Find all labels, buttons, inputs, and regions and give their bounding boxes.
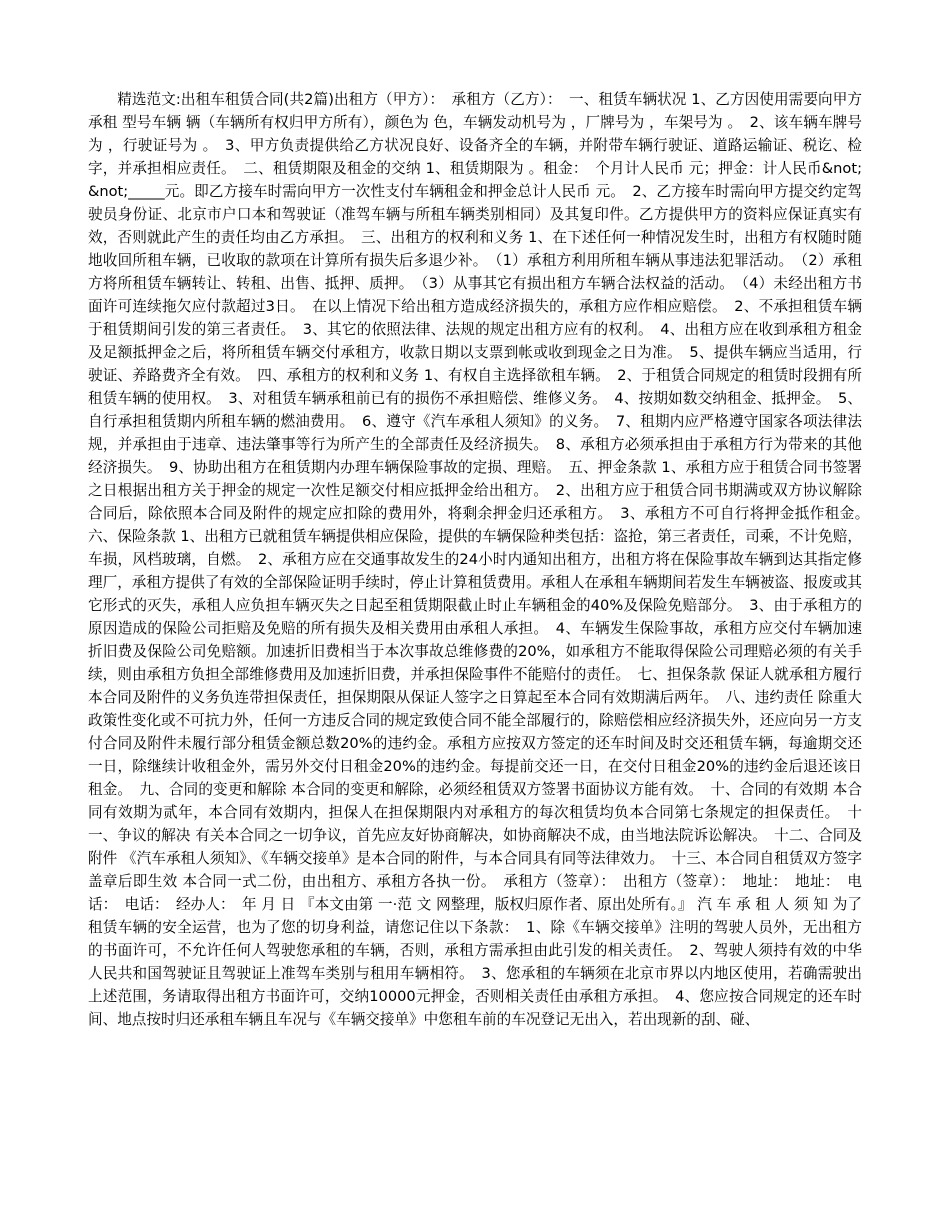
document-body-text: 精选范文:出租车租赁合同(共2篇)出租方（甲方）： 承租方（乙方）： 一、租赁车辆状况 1、乙方因使用需要向甲方承租 型号车辆 辆（车辆所有权归甲方所有），颜色为 色，车辆发动机号为 ，厂牌号为 ，车架号为 。 2、该车辆车牌号为 ，行驶证号为 。 3、甲方负责提供给乙方状况良好、设备齐全的车辆，并附带车辆行驶证、道路运输证、税讫、检字，并承担相应责任。 二、租赁期限及租金的交纳 1、租赁期限为 。租金： 个月计人民币 元；押金：计人民币&not;&not;_____元。即乙方接车时需向甲方一次性支付车辆租金和押金总计人民币 元。 2、乙方接车时需向甲方提交约定驾驶员身份证、北京市户口本和驾驶证（准驾车辆与所租车辆类别相同）及其复印件。乙方提供甲方的资料应保证真实有效，否则就此产生的责任均由乙方承担。 三、出租方的权利和义务 1、在下述任何一种情况发生时，出租方有权随时随地收回所租车辆，已收取的款项在计算所有损失后多退少补。 （1）承租方利用所租车辆从事违法犯罪活动。 （2）承租方将所租赁车辆转让、转租、出售、抵押、质押。 （3）从事其它有损出租方车辆合法权益的活动。 （4）未经出租方书面许可连续拖欠应付款超过3日。 在以上情况下给出租方造成经济损失的，承租方应作相应赔偿。 2、不承担租赁车辆于租赁期间引发的第三者责任。 3、其它的依照法律、法规的规定出租方应有的权利。 4、出租方应在收到承租方租金及足额抵押金之后，将所租赁车辆交付承租方，收款日期以支票到帐或收到现金之日为准。 5、提供车辆应当适用，行驶证、养路费齐全有效。 四、承租方的权利和义务 1、有权自主选择欲租车辆。 2、于租赁合同规定的租赁时段拥有所租赁车辆的使用权。 3、对租赁车辆承租前已有的损伤不承担赔偿、维修义务。 4、按期如数交纳租金、抵押金。 5、自行承担租赁期内所租车辆的燃油费用。 6、遵守《汽车承租人须知》的义务。 7、租期内应严格遵守国家各项法律法规，并承担由于违章、违法肇事等行为所产生的全部责任及经济损失。 8、承租方必须承担由于承租方行为带来的其他经济损失。 9、协助出租方在租赁期内办理车辆保险事故的定损、理赔。 五、押金条款 1、承租方应于租赁合同书签署之日根据出租方关于押金的规定一次性足额交付相应抵押金给出租方。 2、出租方应于租赁合同书期满或双方协议解除合同后，除依照本合同及附件的规定应扣除的费用外，将剩余押金归还承租方。 3、承租方不可自行将押金抵作租金。 六、保险条款 1、出租方已就租赁车辆提供相应保险，提供的车辆保险种类包括：盗抢，第三者责任，司乘，不计免赔，车损，风档玻璃，自燃。 2、承租方应在交通事故发生的24小时内通知出租方，出租方将在保险事故车辆到达其指定修理厂，承租方提供了有效的全部保险证明手续时，停止计算租赁费用。承租人在承租车辆期间若发生车辆被盗、报废或其它形式的灭失，承租人应负担车辆灭失之日起至租赁期限截止时止车辆租金的40%及保险免赔部分。 3、由于承租方的原因造成的保险公司拒赔及免赔的所有损失及相关费用由承租人承担。 4、车辆发生保险事故，承租方应交付车辆加速折旧费及保险公司免赔额。加速折旧费相当于本次事故总维修费的20%，如承租方不能取得保险公司理赔必须的有关手续，则由承租方负担全部维修费用及加速折旧费，并承担保险事件不能赔付的责任。 七、担保条款 保证人就承租方履行本合同及附件的义务负连带担保责任，担保期限从保证人签字之日算起至本合同有效期满后两年。 八、违约责任 除重大政策性变化或不可抗力外，任何一方违反合同的规定致使合同不能全部履行的，除赔偿相应经济损失外，还应向另一方支付合同及附件未履行部分租赁金额总数20%的违约金。承租方应按双方签定的还车时间及时交还租赁车辆，每逾期交还一日，除继续计收租金外，需另外交付日租金20%的违约金。每提前交还一日，在交付日租金20%的违约金后退还该日租金。 九、合同的变更和解除 本合同的变更和解除，必须经租赁双方签署书面协议方能有效。 十、合同的有效期 本合同有效期为贰年，本合同有效期内，担保人在担保期限内对承租方的每次租赁均负本合同第七条规定的担保责任。 十一、争议的解决 有关本合同之一切争议，首先应友好协商解决，如协商解决不成，由当地法院诉讼解决。 十二、合同及附件 《汽车承租人须知》、《车辆交接单》是本合同的附件，与本合同具有同等法律效力。 十三、本合同自租赁双方签字盖章后即生效 本合同一式二份，由出租方、承租方各执一份。 承租方（签章）： 出租方（签章）： 地址： 地址： 电话： 电话： 经办人： 年 月 日 『本文由第 一·范 文 网整理，版权归原作者、原出处所有。』 汽 车 承 租 人 须 知 为了租赁车辆的安全运营，也为了您的切身利益，请您记住以下条款： 1、除《车辆交接单》注明的驾驶人员外，无出租方的书面许可，不允许任何人驾驶您承租的车辆，否则，承租方需承担由此引发的相关责任。 2、驾驶人须持有效的中华人民共和国驾驶证且驾驶证上准驾车类别与租用车辆相符。 3、您承租的车辆须在北京市界以内地区使用，若确需驶出上述范围，务请取得出租方书面许可，交纳10000元押金，否则相关责任由承租方承担。 4、您应按合同规定的还车时间、地点按时归还承租车辆且车况与《车辆交接单》中您租车前的车况登记无出入，若出现新的刮、碰、 xyxy=(88,91,877,1028)
